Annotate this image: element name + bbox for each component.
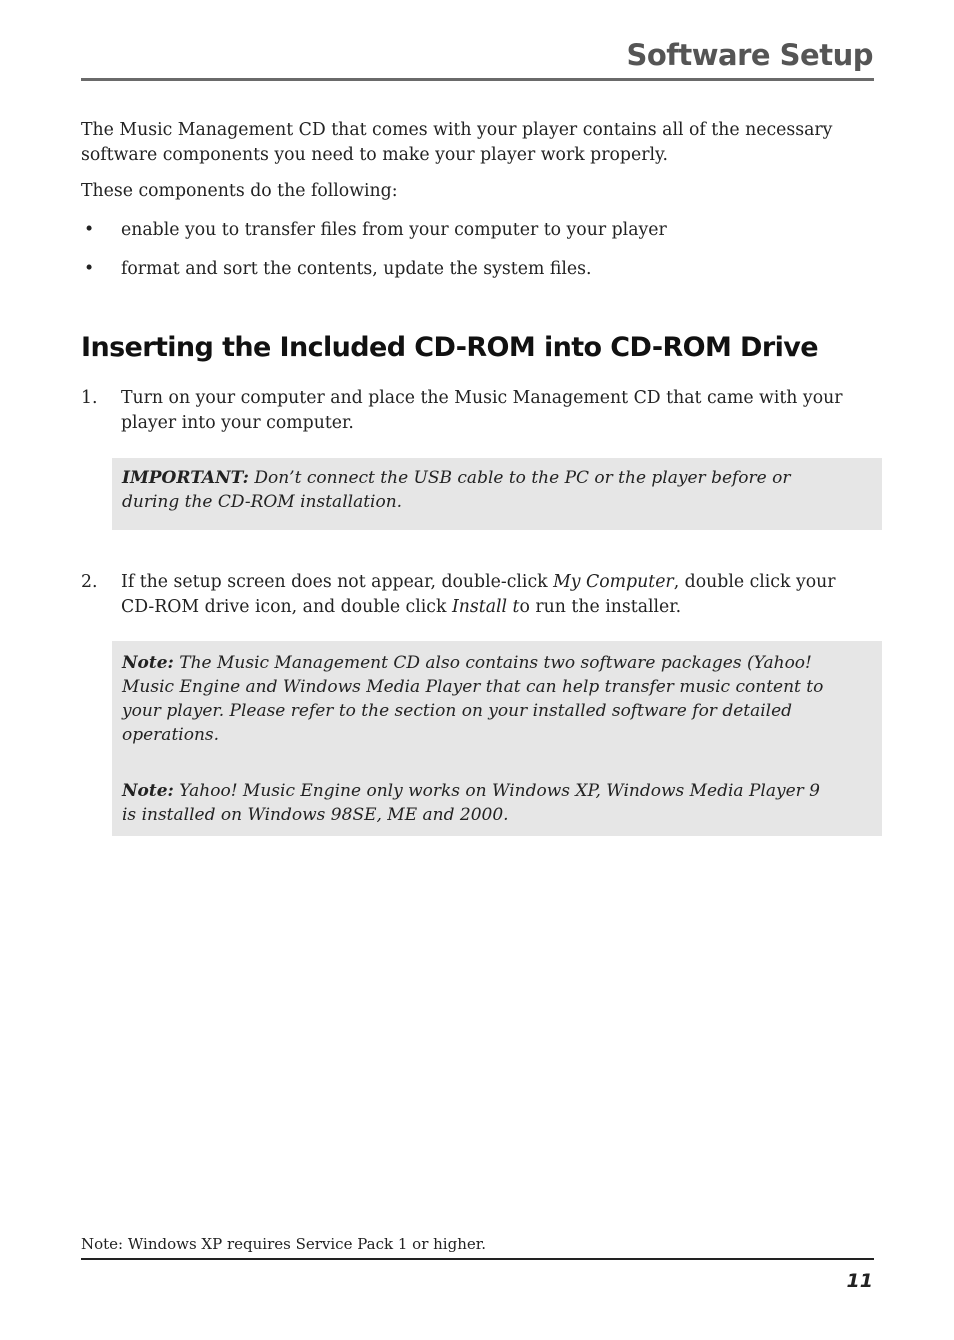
note-text: Note: The Music Management CD also contains two software packages (Yahoo! Music Engine and Windows Media Player that can help transfer music content to your player. Please refer to the section on your installed software for detailed operations. xyxy=(122,653,824,745)
note-label: Note: xyxy=(122,653,174,673)
header-rule xyxy=(81,78,874,81)
note-callout xyxy=(112,641,882,836)
important-callout xyxy=(112,458,882,530)
intro-lead: These components do the following: xyxy=(81,181,398,201)
section-heading: Inserting the Included CD-ROM into CD-ROM Drive xyxy=(81,332,818,363)
list-item: enable you to transfer files from your computer to your player xyxy=(121,220,667,240)
important-text: IMPORTANT: Don’t connect the USB cable to the PC or the player before or during the CD-ROM installation. xyxy=(122,468,791,512)
my-computer-term: My Computer xyxy=(553,572,674,592)
intro-paragraph: The Music Management CD that comes with your player contains all of the necessary software components you need to make your player work properly. xyxy=(81,120,833,165)
step-text: Turn on your computer and place the Music Management CD that came with your player into your computer. xyxy=(121,388,843,433)
step-text: If the setup screen does not appear, double-click My Computer, double click your CD-ROM drive icon, and double click Install to run the installer. xyxy=(121,572,836,617)
install-term: Install t xyxy=(451,597,520,617)
note-text: Note: Yahoo! Music Engine only works on Windows XP, Windows Media Player 9 is installed on Windows 98SE, ME and 2000. xyxy=(122,781,820,825)
footnote: Note: Windows XP requires Service Pack 1 or higher. xyxy=(81,1235,487,1253)
bullet-marker: • xyxy=(84,259,95,279)
important-label: IMPORTANT: xyxy=(122,468,249,488)
footer-rule xyxy=(81,1258,874,1260)
page-number: 11 xyxy=(846,1270,873,1292)
page-header-title: Software Setup xyxy=(626,38,873,72)
note-label: Note: xyxy=(122,781,174,801)
step-number: 2. xyxy=(81,572,98,592)
bullet-marker: • xyxy=(84,220,95,240)
step-number: 1. xyxy=(81,388,98,408)
list-item: format and sort the contents, update the system files. xyxy=(121,259,592,279)
